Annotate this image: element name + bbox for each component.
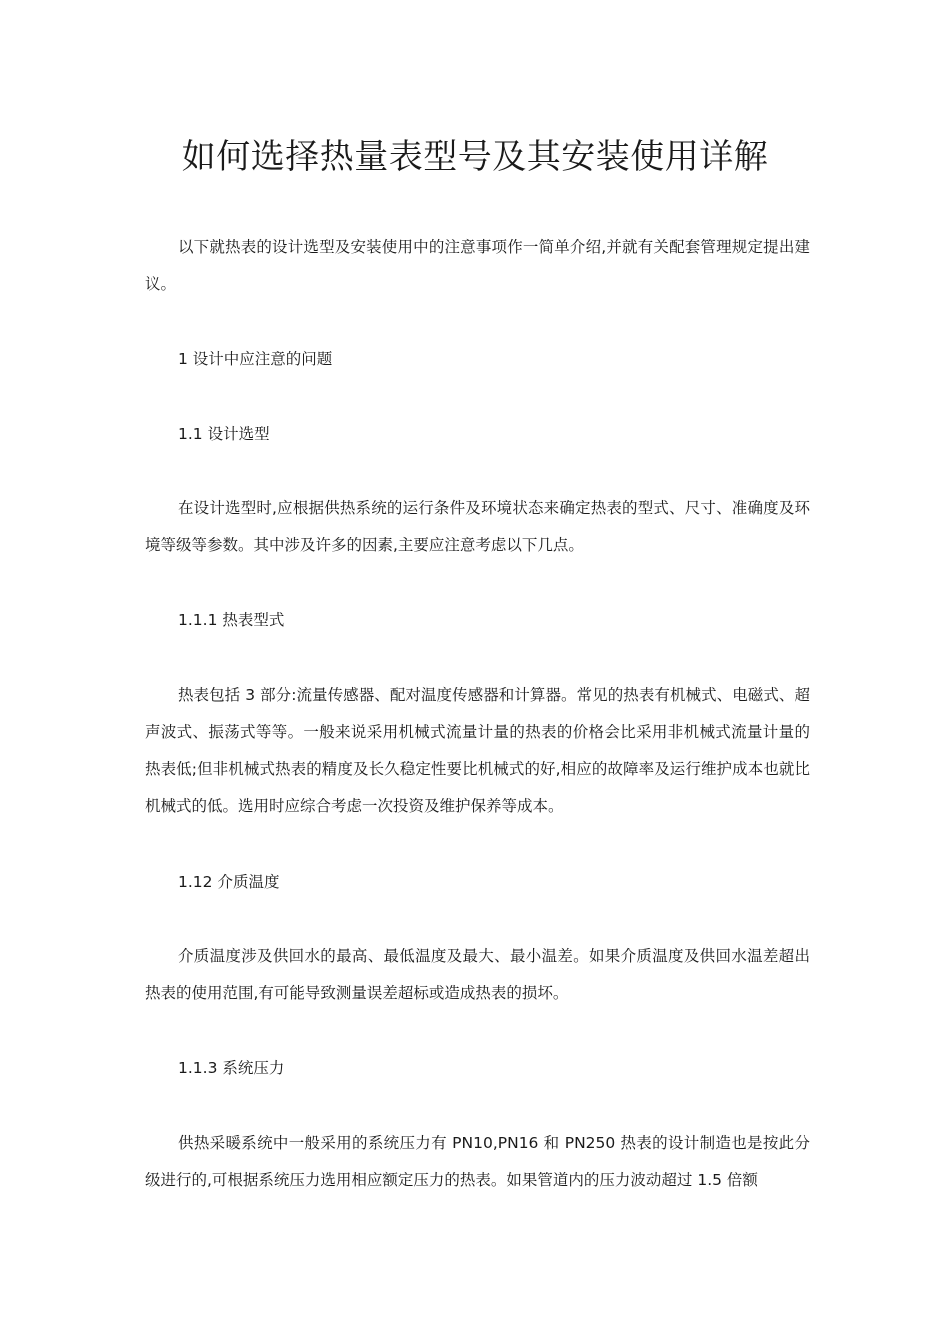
section-1-1-1-heading: 1.1.1 热表型式 — [178, 611, 285, 629]
section-1-1-3-paragraph: 供热采暖系统中一般采用的系统压力有 PN10,PN16 和 PN250 热表的设计制造也是按此分级进行的,可根据系统压力选用相应额定压力的热表。如果管道内的压力波动超过 1.5 倍额 — [145, 1134, 810, 1189]
section-1-heading: 1 设计中应注意的问题 — [178, 350, 333, 368]
document-title: 如何选择热量表型号及其安装使用详解 — [181, 137, 769, 177]
section-1-1-paragraph: 在设计选型时,应根据供热系统的运行条件及环境状态来确定热表的型式、尺寸、准确度及环境等级等参数。其中涉及许多的因素,主要应注意考虑以下几点。 — [145, 499, 810, 554]
section-1-1-2-heading: 1.12 介质温度 — [178, 873, 280, 891]
section-1-1-1-paragraph: 热表包括 3 部分:流量传感器、配对温度传感器和计算器。常见的热表有机械式、电磁式、超声波式、振荡式等等。一般来说采用机械式流量计量的热表的价格会比采用非机械式流量计量的热表低;但非机械式热表的精度及长久稳定性要比机械式的好,相应的故障率及运行维护成本也就比机械式的低。选用时应综合考虑一次投资及维护保养等成本。 — [145, 686, 810, 815]
section-1-1-2-paragraph: 介质温度涉及供回水的最高、最低温度及最大、最小温差。如果介质温度及供回水温差超出热表的使用范围,有可能导致测量误差超标或造成热表的损坏。 — [145, 947, 810, 1002]
section-1-1-3-heading: 1.1.3 系统压力 — [178, 1059, 285, 1077]
section-1-1-heading: 1.1 设计选型 — [178, 425, 270, 443]
intro-paragraph: 以下就热表的设计选型及安装使用中的注意事项作一简单介绍,并就有关配套管理规定提出建议。 — [145, 238, 810, 293]
